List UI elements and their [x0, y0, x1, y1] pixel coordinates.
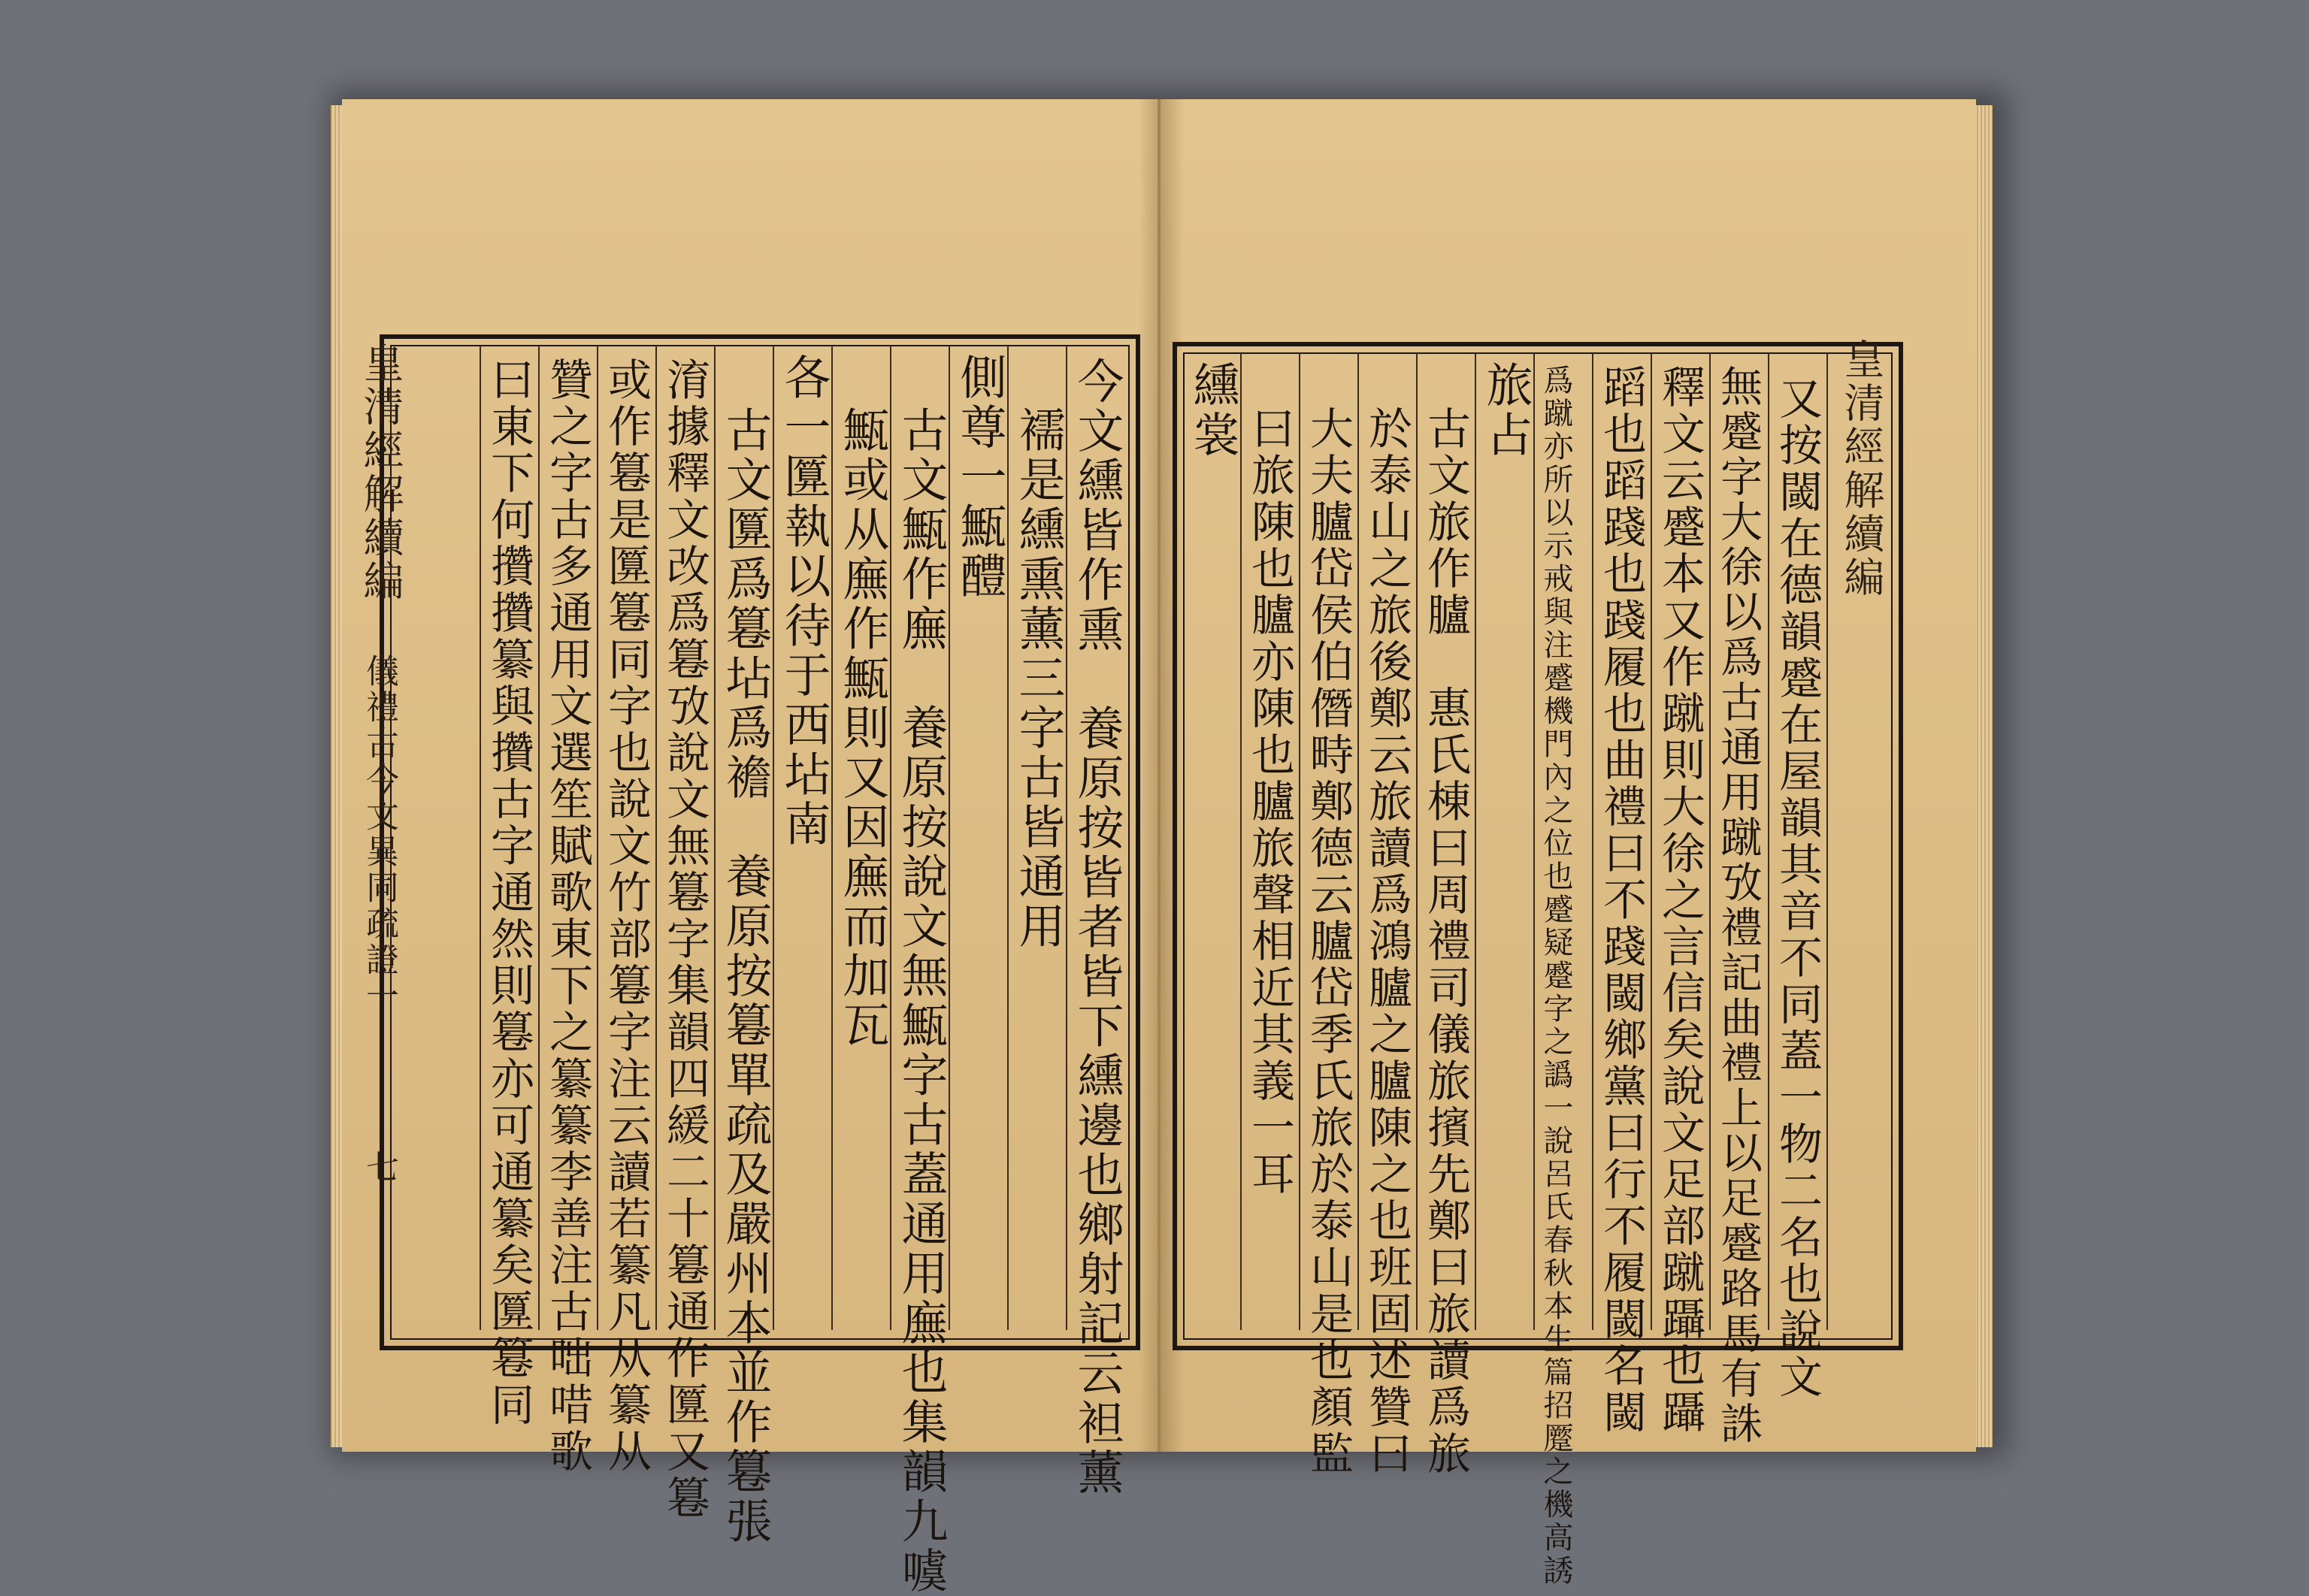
column-rule: [1533, 353, 1535, 1330]
text-column: 爲蹴亦所以示戒與注蹙機門內之位也蹙疑蹙字之譌一說呂氏春秋本生篇招蹷之機高誘: [1539, 364, 1573, 1588]
text-column: 甒或从廡作甒則又因廡而加瓦: [835, 406, 890, 1050]
text-column: 今文纁皆作熏 養原按皆者皆下纁邊也鄉射記云袒薰: [1070, 357, 1124, 1498]
column-rule: [1709, 353, 1711, 1330]
column-rule: [1475, 353, 1476, 1330]
column-rule: [538, 346, 540, 1330]
text-column: 古文旅作臚 惠氏棟曰周禮司儀旅擯先鄭曰旅讀爲旅: [1420, 406, 1471, 1477]
text-column: 釋文云蹙本又作蹴則大徐之言信矣說文足部蹴躡也躡: [1654, 364, 1705, 1436]
text-column: 側尊一甒醴: [952, 353, 1007, 601]
column-rule: [949, 346, 950, 1330]
text-column: 淯據釋文改爲篹攷說文無篹字集韻四緩二十篹通作匴又篹: [659, 357, 710, 1522]
text-column: 大夫臚岱侯伯僭畤鄭德云臚岱季氏旅於泰山是也顏監: [1303, 406, 1354, 1477]
section-heading: 纁裳: [1185, 361, 1240, 460]
column-rule: [1240, 353, 1242, 1330]
text-column: 古文甒作廡 養原按說文無甒字古蓋通用廡也集韻九噳: [894, 406, 949, 1596]
left-folio: 七: [360, 1150, 398, 1186]
column-rule: [597, 346, 598, 1330]
column-rule: [714, 346, 716, 1330]
text-column: 襦是纁熏薰三字古皆通用: [1011, 406, 1066, 951]
column-rule: [1416, 353, 1418, 1330]
text-column: 曰旅陳也臚亦陳也臚旅聲相近其義一耳: [1244, 406, 1295, 1198]
column-rule: [1007, 346, 1009, 1330]
text-column: 蹈也蹈踐也踐履也曲禮曰不踐閾鄉黨曰行不履閾名閾: [1596, 364, 1647, 1436]
left-margin-subtitle: 儀禮古今文異同疏證一: [360, 654, 398, 1014]
text-column: 各一匴執以待于西坫南: [776, 353, 831, 849]
text-column: 古文匴爲篹坫爲襜 養原按篹單疏及嚴州本並作篹張: [718, 406, 773, 1546]
column-rule: [1768, 353, 1769, 1330]
text-column: 於泰山之旅後鄭云旅讀爲鴻臚之臚陳之也班固述贊曰: [1361, 406, 1412, 1477]
section-heading: 旅占: [1478, 361, 1533, 460]
right-margin-title: 皇清經解續編: [1838, 338, 1885, 600]
column-rule: [831, 346, 833, 1330]
text-column: 贊之字古多通用文選笙賦歌東下之纂纂李善注古咄唶歌: [542, 357, 593, 1475]
column-rule: [1357, 353, 1359, 1330]
column-rule: [1592, 353, 1593, 1330]
column-rule: [890, 346, 891, 1330]
column-rule: [1826, 353, 1828, 1330]
column-rule: [1066, 346, 1067, 1330]
column-rule: [480, 346, 481, 1330]
text-column: 無蹙字大徐以爲古通用蹴攷禮記曲禮上以足蹙路馬有誅: [1714, 364, 1763, 1446]
column-rule: [1651, 353, 1652, 1330]
column-rule: [1299, 353, 1300, 1330]
column-rule: [773, 346, 774, 1330]
text-column: 或作篹是匴篹同字也說文竹部篹字注云讀若纂凡从纂从: [601, 357, 652, 1475]
text-column: 曰東下何攢攢纂與攢古字通然則篹亦可通纂矣匴篹同: [483, 357, 534, 1428]
column-rule: [655, 346, 657, 1330]
left-margin-title: 皇清經解續編: [357, 342, 404, 603]
text-column: 又按閾在德韻蹙在屋韻其音不同蓋一物二名也說文: [1772, 376, 1823, 1401]
